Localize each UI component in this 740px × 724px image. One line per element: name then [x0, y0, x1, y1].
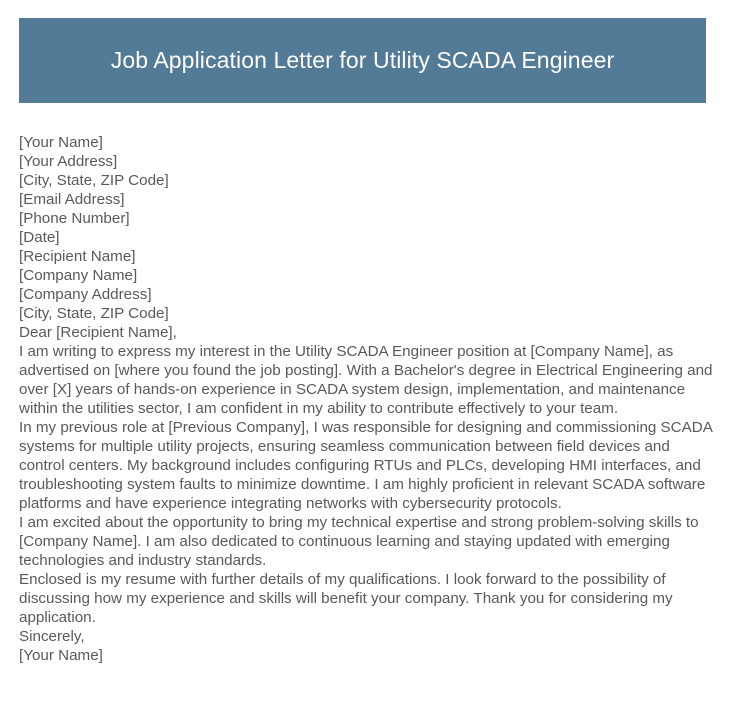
- letter-line: [City, State, ZIP Code]: [19, 172, 169, 189]
- letter-paragraph: I am excited about the opportunity to bring my technical expertise and strong problem-solving skills to [Company Name]. I am also dedicated to continuous learning and staying updated with emerging technologies and industry standards.: [19, 514, 699, 569]
- letter-closing: Sincerely,: [19, 628, 85, 645]
- letter-paragraph: Enclosed is my resume with further details of my qualifications. I look forward to the possibility of discussing how my experience and skills will benefit your company. Thank you for considering my application.: [19, 571, 673, 626]
- letter-salutation: Dear [Recipient Name],: [19, 324, 177, 341]
- letter-line: [Your Address]: [19, 153, 118, 170]
- letter-line: [Phone Number]: [19, 210, 130, 227]
- letter-paragraph: In my previous role at [Previous Company], I was responsible for designing and commissioning SCADA systems for multiple utility projects, ensuring seamless communication between field devices and control centers. My background includes configuring RTUs and PLCs, developing HMI interfaces, and troubleshooting system faults to minimize downtime. I am highly proficient in relevant SCADA software platforms and have experience integrating networks with cybersecurity protocols.: [19, 419, 713, 512]
- page-title: Job Application Letter for Utility SCADA Engineer: [110, 46, 615, 73]
- letter-line: [Company Address]: [19, 286, 152, 303]
- letter-line: [Email Address]: [19, 191, 125, 208]
- letter-header-banner: [19, 18, 706, 103]
- letter-line: [Your Name]: [19, 134, 103, 151]
- letter-line: [City, State, ZIP Code]: [19, 305, 169, 322]
- letter-body: [19, 133, 719, 665]
- letter-paragraph: I am writing to express my interest in the Utility SCADA Engineer position at [Company Name], as advertised on [where you found the job posting]. With a Bachelor's degree in Electrical Engineering and over [X] years of hands-on experience in SCADA system design, implementation, and maintenance within the utilities sector, I am confident in my ability to contribute effectively to your team.: [19, 343, 713, 417]
- letter-line: [Recipient Name]: [19, 248, 136, 265]
- letter-signature: [Your Name]: [19, 647, 103, 664]
- letter-line: [Date]: [19, 229, 60, 246]
- letter-line: [Company Name]: [19, 267, 138, 284]
